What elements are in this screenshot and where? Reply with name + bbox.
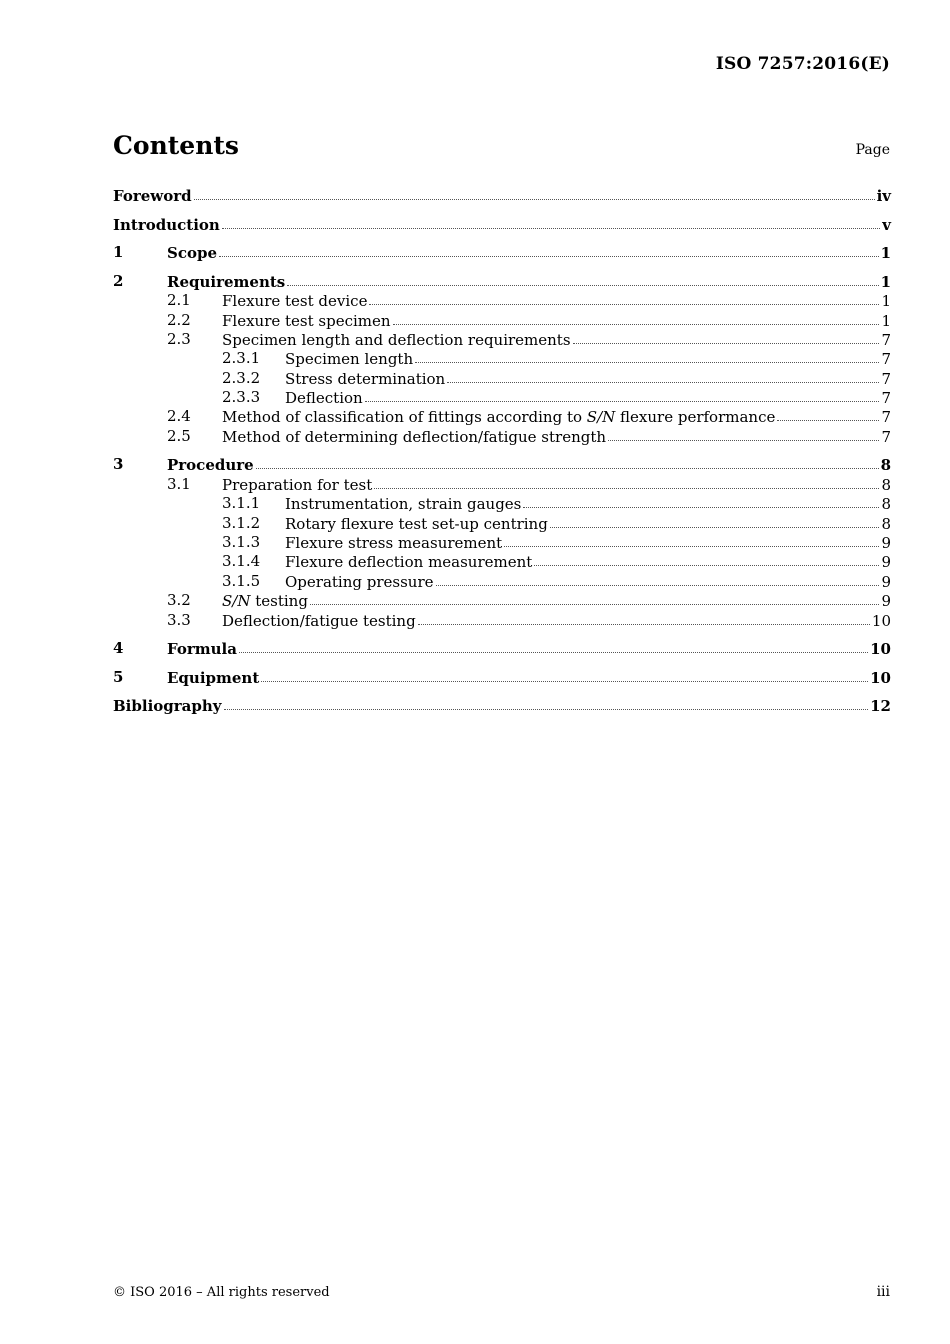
toc-entry-title-text: Operating pressure [285, 572, 434, 591]
toc-entry-number: 2.4 [167, 407, 191, 426]
toc-entry-title-text: Specimen length and deflection requirements [222, 330, 571, 349]
toc-entry-line [285, 388, 891, 408]
toc-entry[interactable] [113, 186, 891, 205]
toc-entry-number: 2.3.1 [222, 349, 261, 368]
toc-entry-title-rest: flexure performance [615, 408, 776, 427]
toc-entry-line [222, 407, 891, 427]
toc-entry[interactable] [113, 369, 891, 388]
toc-entry-line [167, 668, 891, 688]
toc-entry-line [285, 349, 891, 369]
toc-entry-title-text: Flexure test specimen [222, 311, 391, 330]
toc-entry-page: 9 [881, 592, 891, 611]
toc-entry-title-text: Flexure test device [222, 292, 368, 311]
toc-entry-title-text: Deflection [285, 389, 363, 408]
toc-entry-number: 3.1 [167, 474, 191, 493]
toc-entry-page: 1 [881, 292, 891, 311]
toc-entry-line [222, 330, 891, 350]
toc-entry-title [285, 389, 363, 408]
toc-entry-number: 3.2 [167, 591, 191, 610]
toc-entry-title-text: Bibliography [113, 697, 222, 716]
page-title: Contents [113, 131, 240, 160]
toc-entry-page: 12 [870, 697, 891, 716]
toc-entry-title [285, 534, 502, 553]
toc-entry-line [167, 272, 891, 292]
toc-entry-line [113, 215, 891, 235]
toc-entry-page: 7 [881, 369, 891, 388]
toc-entry-line [113, 696, 891, 716]
toc-entry-title [113, 216, 220, 235]
toc-entry-page: v [882, 215, 891, 234]
toc-entry-number: 3.1.3 [222, 533, 261, 551]
toc-entry-title-text: Method of classification of fittings according to [222, 408, 587, 427]
toc-entry-title-text: Formula [167, 640, 237, 659]
toc-entry-number: 2.1 [167, 291, 191, 310]
toc-dot-leader [239, 638, 868, 653]
toc-entry-number: 4 [113, 639, 124, 658]
toc-entry[interactable] [113, 291, 891, 310]
toc-entry-line [222, 611, 891, 631]
toc-entry-title-text: Flexure stress measurement [285, 534, 503, 552]
toc-entry[interactable] [113, 552, 891, 571]
toc-entry-number: 3.3 [167, 610, 191, 629]
toc-entry-number: 2.3.2 [222, 368, 261, 387]
toc-entry-title-italic: S/N [222, 592, 251, 611]
toc-entry[interactable] [113, 572, 891, 591]
toc-dot-leader [224, 695, 869, 710]
toc-dot-leader [523, 493, 879, 508]
toc-entry[interactable] [113, 311, 891, 330]
toc-entry-title-text: Foreword [113, 187, 192, 205]
toc-entry-number: 2.5 [167, 426, 191, 445]
toc-dot-leader [222, 214, 880, 229]
toc-entry-title-text: Equipment [167, 668, 260, 687]
toc-entry-line [285, 369, 891, 389]
toc-entry-title-rest: testing [250, 592, 308, 611]
toc-dot-leader [447, 368, 879, 383]
toc-dot-leader [287, 271, 878, 286]
toc-dot-leader [534, 551, 879, 566]
toc-entry-line [222, 311, 891, 331]
toc-entry-title [167, 456, 254, 475]
toc-entry-title-text: Method of determining deflection/fatigue strength [222, 427, 607, 446]
toc-entry[interactable] [113, 330, 891, 349]
toc-entry-title [113, 697, 222, 716]
toc-entry-number: 3.1.5 [222, 571, 261, 590]
toc-entry-line [222, 591, 891, 611]
toc-entry-line [167, 243, 891, 263]
toc-entry-title [222, 312, 391, 331]
toc-entry-number: 3.1.1 [222, 494, 261, 513]
toc-dot-leader [504, 532, 879, 547]
toc-entry[interactable] [113, 349, 891, 368]
toc-entry-page: 8 [881, 514, 891, 533]
toc-entry-page: 7 [881, 408, 891, 427]
toc-entry-line [222, 475, 891, 495]
toc-entry-title [222, 292, 367, 311]
toc-entry-number: 2.3.3 [222, 388, 261, 407]
toc-dot-leader [310, 590, 880, 605]
toc-entry-number: 2.3 [167, 329, 191, 348]
toc-entry-line [285, 533, 891, 553]
toc-entry[interactable] [113, 388, 891, 407]
toc-entry-page: 8 [881, 495, 891, 514]
toc-entry-number: 3.1.4 [222, 552, 261, 571]
toc-entry[interactable] [113, 639, 891, 658]
toc-entry-page: 1 [880, 244, 891, 263]
toc-entry[interactable] [113, 533, 891, 552]
toc-entry-page: 7 [881, 330, 891, 349]
toc-entry-title-text: Stress determination [285, 369, 446, 388]
toc-entry-page: 10 [870, 640, 891, 659]
toc-entry-line [167, 639, 891, 659]
toc-entry-title [167, 244, 217, 263]
toc-dot-leader [194, 185, 875, 200]
toc-entry-page: 10 [870, 668, 891, 687]
toc-entry[interactable] [113, 611, 891, 630]
toc-entry-title-text: Procedure [167, 456, 254, 475]
toc-dot-leader [369, 290, 879, 305]
toc-entry-page: 7 [881, 427, 891, 446]
toc-dot-leader [573, 329, 880, 344]
toc-entry-number: 2 [113, 271, 124, 290]
toc-entry-line [285, 494, 891, 514]
toc-dot-leader [608, 426, 879, 441]
toc-entry-line [285, 552, 891, 572]
toc-entry[interactable] [113, 494, 891, 513]
toc-dot-leader [550, 513, 880, 528]
toc-entry-page: 8 [881, 475, 891, 494]
toc-entry-page: 9 [881, 553, 891, 572]
toc-entry[interactable] [113, 215, 891, 234]
toc-entry-page: 8 [880, 456, 891, 475]
toc-dot-leader [219, 242, 879, 257]
toc-entry-page: 9 [881, 572, 891, 591]
toc-entry-page: 9 [881, 534, 891, 552]
toc-entry-line [285, 572, 891, 592]
footer-copyright: © ISO 2016 – All rights reserved [113, 1285, 330, 1300]
document-id: ISO 7257:2016(E) [715, 54, 890, 74]
toc-entry-line [222, 291, 891, 311]
toc-entry-page: 1 [880, 272, 891, 291]
toc-dot-leader [374, 474, 879, 489]
page-column-label: Page [855, 142, 890, 158]
toc-entry[interactable] [113, 668, 891, 687]
toc-entry-page: 7 [881, 389, 891, 408]
toc-entry-line [167, 455, 891, 475]
toc-entry[interactable] [113, 514, 891, 533]
toc-entry-page: 10 [871, 611, 891, 630]
toc-dot-leader [393, 310, 880, 325]
toc-dot-leader [261, 667, 868, 682]
toc-entry-title-text: Rotary flexure test set-up centring [285, 514, 548, 533]
toc-dot-leader [365, 387, 880, 402]
toc-entry-title [222, 428, 606, 447]
toc-entry-number: 3.1.2 [222, 513, 261, 532]
toc-entry[interactable] [113, 243, 891, 262]
toc-dot-leader [415, 348, 879, 363]
toc-entry-title [285, 350, 413, 369]
toc-entry-title [222, 592, 308, 611]
footer-page-number: iii [876, 1284, 890, 1300]
toc-entry[interactable] [113, 455, 891, 474]
toc-entry[interactable] [113, 272, 891, 291]
toc-entry-title [113, 187, 192, 206]
toc-entry-page: 7 [881, 350, 891, 369]
toc-entry-title-text: Instrumentation, strain gauges [285, 495, 522, 514]
toc-entry-line [285, 514, 891, 534]
toc-entry-title-text: Specimen length [285, 350, 414, 369]
toc-entry-title [222, 612, 416, 631]
toc-entry-title-text: Scope [167, 244, 218, 263]
toc-dot-leader [256, 454, 879, 469]
toc-entry-page: iv [876, 187, 891, 205]
toc-dot-leader [436, 571, 880, 586]
toc-entry-line [113, 186, 891, 206]
toc-entry-number: 3 [113, 455, 124, 474]
toc-entry[interactable] [113, 427, 891, 446]
toc-entry-title-text: Introduction [113, 215, 220, 234]
toc-entry-line [222, 427, 891, 447]
toc-entry-title [222, 476, 372, 495]
toc-entry-page: 1 [881, 311, 891, 330]
toc-entry-title [167, 273, 285, 292]
toc-entry-title-text: Preparation for test [222, 475, 373, 494]
toc-entry-title [167, 640, 237, 659]
toc-entry[interactable] [113, 696, 891, 715]
toc-entry-title-text: Flexure deflection measurement [285, 553, 533, 572]
toc-entry-number: 1 [113, 243, 124, 262]
toc-entry-title-text: Deflection/fatigue testing [222, 611, 416, 630]
toc-entry-title-italic: S/N [586, 408, 616, 427]
table-of-contents [113, 186, 891, 716]
toc-entry-title [167, 669, 259, 688]
toc-entry-number: 2.2 [167, 310, 191, 329]
toc-entry-number: 5 [113, 667, 124, 686]
toc-entry-title [285, 495, 521, 514]
toc-entry[interactable] [113, 591, 891, 610]
toc-dot-leader [418, 610, 870, 625]
toc-entry[interactable] [113, 407, 891, 426]
toc-entry[interactable] [113, 475, 891, 494]
toc-entry-title-text: Requirements [167, 272, 286, 291]
toc-dot-leader [777, 406, 879, 421]
